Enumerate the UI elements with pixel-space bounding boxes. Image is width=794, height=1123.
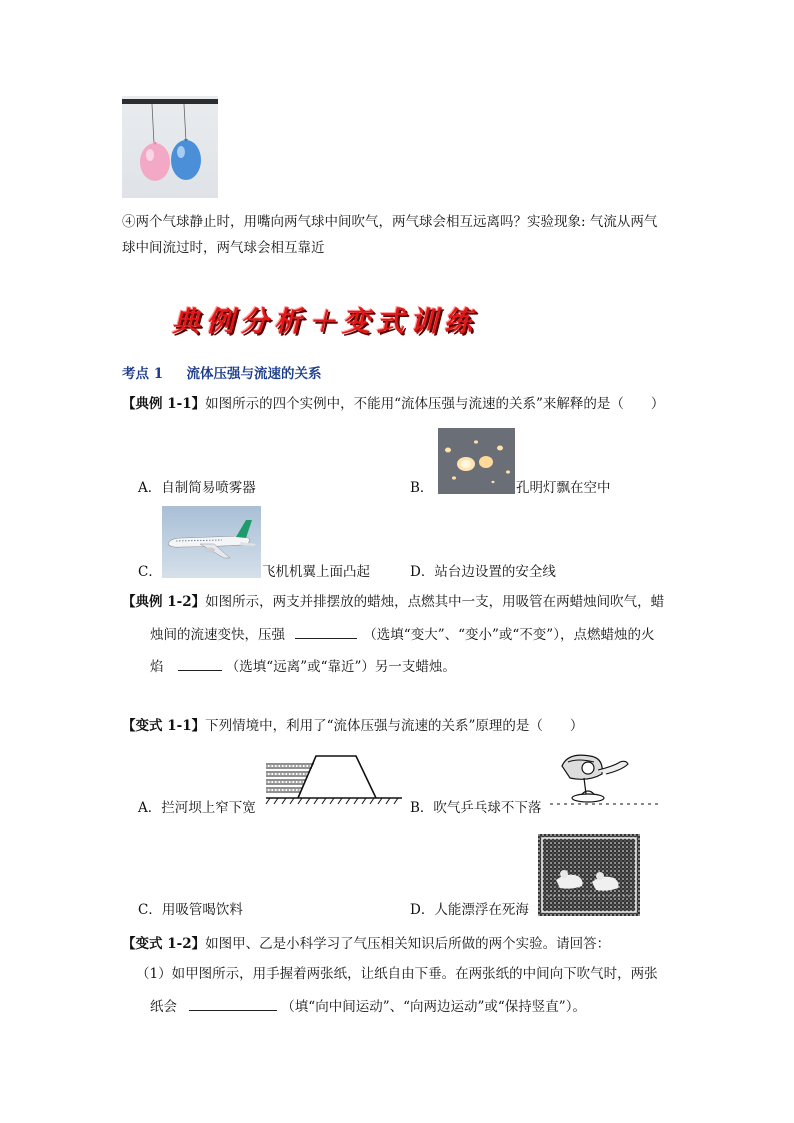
section-title: 流体压强与流速的关系 [186, 366, 322, 382]
variant-1-2-line2: （1）如甲图所示，用手握着两张纸，让纸自由下垂。在两张纸的中间向下吹气时，两张 [136, 966, 658, 982]
example-1-2-line2 [150, 624, 654, 645]
variant-1-1-option-a: A．拦河坝上窄下宽 [138, 800, 256, 816]
variant-tag: 【变式 1-2】 [122, 936, 206, 952]
dam-diagram [264, 752, 404, 810]
variant-1-2-line3 [150, 996, 586, 1017]
question-text: 下列情境中，利用了“流体压强与流速的关系”原理的是（ ） [205, 718, 584, 734]
variant-1-1-option-b: B．吹气乒乓球不下落 [410, 800, 542, 816]
question-text: （填“向中间运动”、“向两边运动”或“保持竖直”）。 [281, 999, 586, 1015]
question-text: （选填“远离”或“靠近”）另一支蜡烛。 [225, 659, 456, 675]
example-1-1-option-a: A．自制简易喷雾器 [138, 480, 256, 496]
example-tag: 【典例 1-2】 [122, 594, 206, 610]
section-banner: 典例分析＋变式训练 [172, 305, 479, 338]
variant-1-1-question [122, 716, 583, 736]
example-1-1-option-c-label: C． [138, 564, 162, 580]
question-text: （选填“变大”、“变小”或“不变”），点燃蜡烛的火 [363, 627, 655, 643]
airplane-photo [162, 506, 261, 578]
pingpong-funnel-sketch [548, 748, 660, 810]
example-1-2-line3 [150, 656, 456, 677]
question-text: 如图甲、乙是小科学习了气压相关知识后所做的两个实验。请回答： [205, 936, 611, 952]
example-tag: 【典例 1-1】 [122, 396, 206, 412]
question-text: 焰 [150, 659, 164, 675]
answer-blank-1[interactable] [295, 624, 357, 639]
dead-sea-photo [538, 834, 640, 916]
section-heading [122, 364, 322, 384]
example-1-1-option-b-label: B． [410, 480, 434, 496]
question-text: 烛间的流速变快，压强 [150, 627, 285, 643]
variant-tag: 【变式 1-1】 [122, 718, 206, 734]
lanterns-photo [438, 428, 515, 494]
example-1-1-option-d: D．站台边设置的安全线 [410, 564, 556, 580]
balloons-photo [122, 96, 218, 198]
question-text: 纸会 [150, 999, 177, 1015]
question-text: 如图所示的四个实例中，不能用“流体压强与流速的关系”来解释的是（ ） [205, 396, 665, 412]
question-text: 如图所示，两支并排摆放的蜡烛，点燃其中一支，用吸管在两蜡烛间吹气，蜡 [205, 594, 665, 610]
variant-1-1-option-c: C．用吸管喝饮料 [138, 902, 243, 918]
variant-1-1-option-d: D．人能漂浮在死海 [410, 902, 529, 918]
intro-text-line2: 球中间流过时，两气球会相互靠近 [122, 240, 325, 256]
example-1-1-option-b-text: 孔明灯飘在空中 [516, 480, 611, 496]
example-1-1-option-c-text: 飞机机翼上面凸起 [262, 564, 370, 580]
example-1-1-question [122, 394, 664, 414]
intro-text-line1: ④两个气球静止时，用嘴向两气球中间吹气，两气球会相互远离吗？实验现象: 气流从两气 [122, 214, 658, 230]
section-label: 考点 1 [122, 366, 164, 382]
variant-1-2-line1 [122, 934, 610, 954]
answer-blank-3[interactable] [189, 996, 277, 1011]
answer-blank-2[interactable] [178, 656, 222, 671]
example-1-2-line1 [122, 592, 664, 612]
